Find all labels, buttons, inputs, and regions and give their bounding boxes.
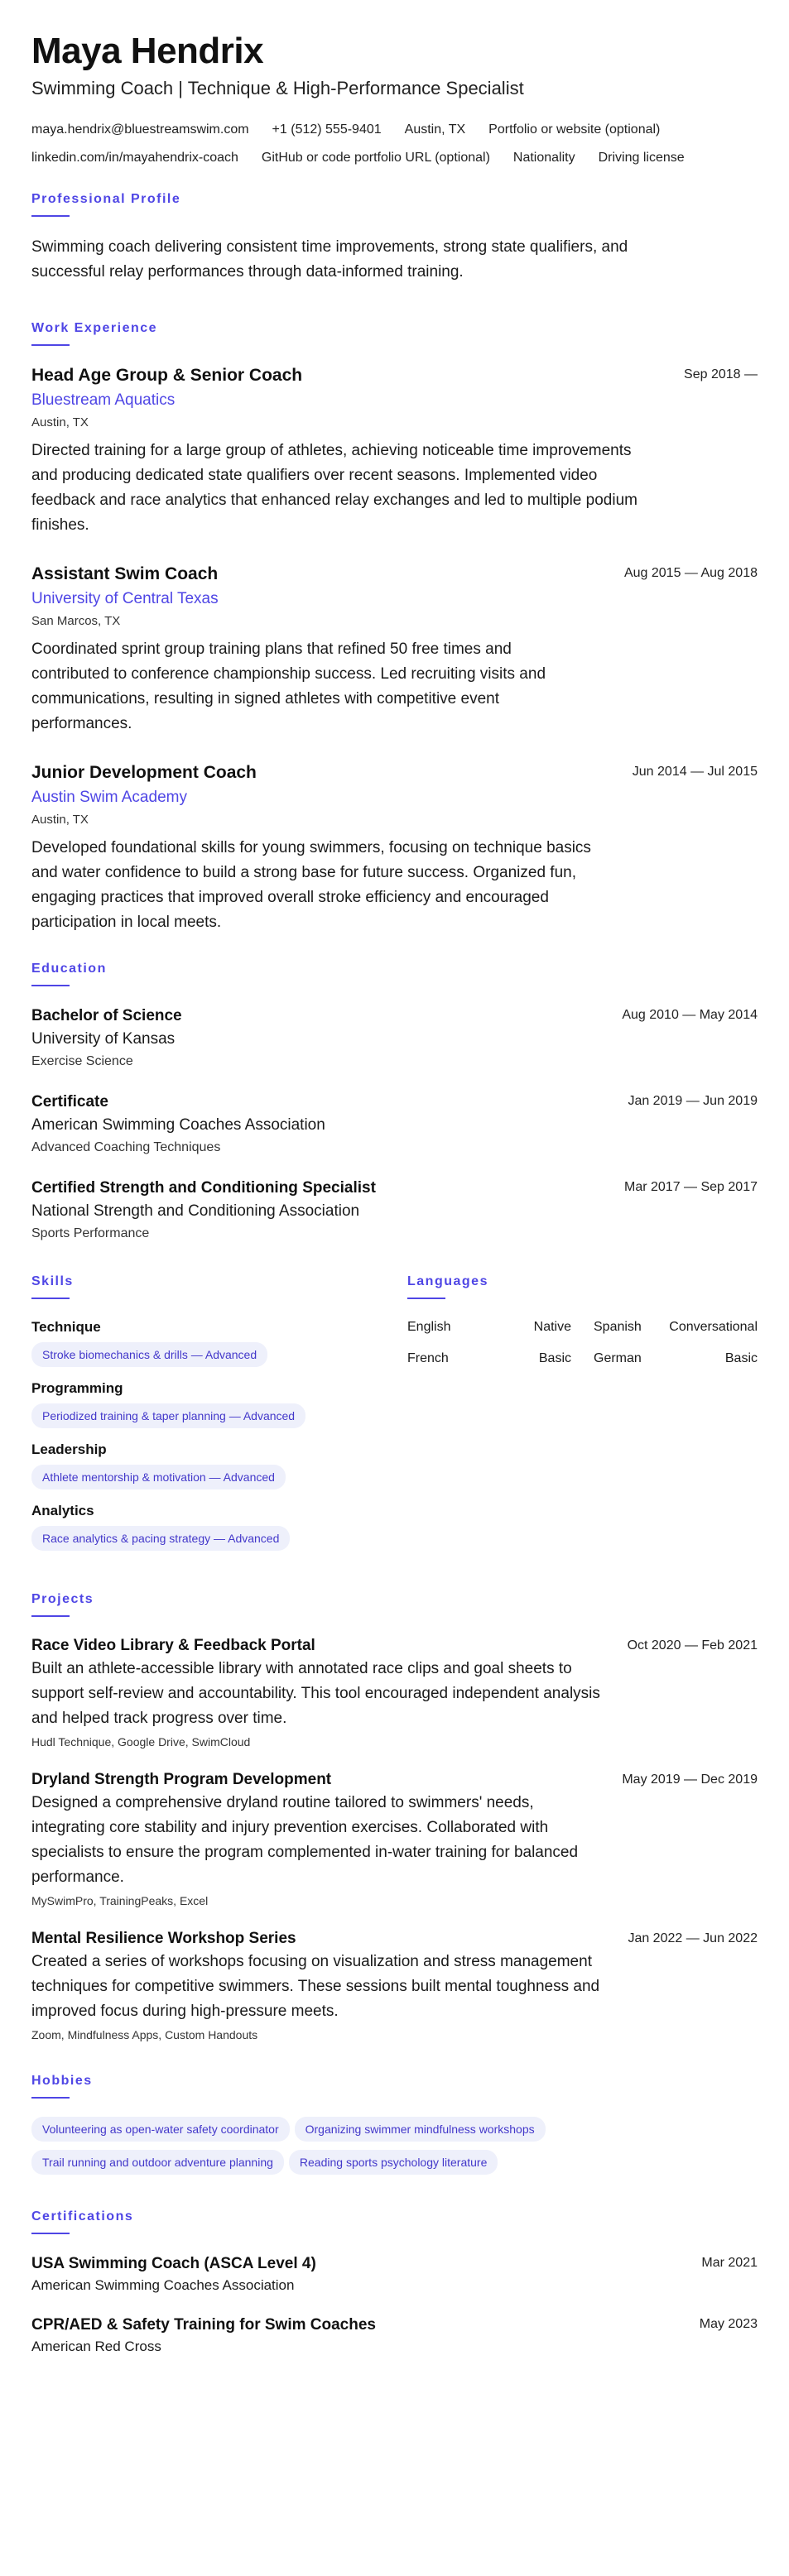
certification-name: USA Swimming Coach (ASCA Level 4)	[31, 2255, 316, 2272]
language-row	[407, 1349, 758, 1369]
job-dates: Jun 2014 — Jul 2015	[632, 765, 758, 779]
job-entry	[31, 563, 758, 736]
certification-name: CPR/AED & Safety Training for Swim Coaches	[31, 2316, 376, 2334]
section-divider	[31, 2097, 70, 2099]
job-location: Austin, TX	[31, 415, 89, 429]
skill-category: Technique	[31, 1319, 101, 1335]
language-item	[407, 1317, 571, 1337]
hobby-pill: Reading sports psychology literature	[289, 2150, 498, 2175]
skill-category: Programming	[31, 1380, 123, 1396]
project-tools: Zoom, Mindfulness Apps, Custom Handouts	[31, 2028, 258, 2041]
education-degree: Certificate	[31, 1093, 108, 1111]
project-description: Designed a comprehensive dryland routine tailored to swimmers' needs, integrating core stability and injury prevention exercises. Collaborated with specialists to ensure the program complemented in-water training for balanced performance.	[31, 1794, 579, 1886]
language-item	[594, 1317, 758, 1337]
language-name: German	[594, 1351, 642, 1365]
language-item	[594, 1349, 758, 1369]
profile-summary: Swimming coach delivering consistent time improvements, strong state qualifiers, and successful relay performances through data-informed training.	[31, 238, 628, 281]
languages-section	[407, 1273, 758, 1562]
education-degree: Bachelor of Science	[31, 1007, 182, 1024]
job-entry	[31, 761, 758, 935]
section-title: Projects	[31, 1592, 94, 1606]
job-location: Austin, TX	[31, 813, 89, 827]
education-degree: Certified Strength and Conditioning Specialist	[31, 1179, 376, 1197]
skill-group	[31, 1501, 407, 1551]
section-divider	[407, 1298, 445, 1299]
section-divider	[31, 2233, 70, 2234]
section-divider	[31, 215, 70, 217]
job-title: Assistant Swim Coach	[31, 564, 219, 583]
job-description: Directed training for a large group of athletes, achieving noticeable time improvements and producing dedicated state qualifiers over recent seasons. Implemented video feedback and race analytics that enhanced relay exchanges and led to multiple podium finishes.	[31, 442, 637, 534]
section-title: Skills	[31, 1274, 74, 1288]
contact-nationality: Nationality	[512, 151, 575, 165]
project-entry	[31, 1635, 758, 1751]
candidate-name: Maya Hendrix	[31, 31, 264, 71]
job-company: Bluestream Aquatics	[31, 391, 176, 409]
contact-linkedin[interactable]: linkedin.com/in/mayahendrix-coach	[31, 151, 238, 165]
job-description: Coordinated sprint group training plans that refined 50 free times and contributed to conference championship success. Led recruiting visits and communications, resulting in signed athletes with competitive event performances.	[31, 640, 546, 732]
hobby-list	[31, 2117, 628, 2183]
project-name: Mental Resilience Workshop Series	[31, 1930, 296, 1947]
job-dates: Sep 2018 —	[684, 367, 758, 381]
skill-category: Leadership	[31, 1442, 107, 1457]
contact-driving-license: Driving license	[598, 151, 685, 165]
hobby-pill: Trail running and outdoor adventure planning	[31, 2150, 284, 2175]
job-company: University of Central Texas	[31, 590, 219, 607]
contact-list	[31, 116, 758, 172]
skill-group	[31, 1440, 407, 1489]
skills-languages-row	[31, 1273, 758, 1562]
section-divider	[31, 1298, 70, 1299]
job-location: San Marcos, TX	[31, 614, 121, 628]
experience-section	[31, 319, 758, 935]
education-field: Exercise Science	[31, 1054, 133, 1068]
education-dates: Aug 2010 — May 2014	[622, 1008, 758, 1022]
skill-pill: Stroke biomechanics & drills — Advanced	[31, 1342, 267, 1367]
language-level: Basic	[538, 1351, 571, 1365]
certification-entry	[31, 2314, 758, 2357]
certification-entry	[31, 2252, 758, 2295]
education-dates: Jan 2019 — Jun 2019	[628, 1094, 758, 1108]
contact-github[interactable]: GitHub or code portfolio URL (optional)	[261, 151, 490, 165]
section-divider	[31, 344, 70, 346]
job-title: Head Age Group & Senior Coach	[31, 366, 303, 385]
project-dates: Oct 2020 — Feb 2021	[627, 1638, 758, 1653]
education-section	[31, 960, 758, 1245]
education-field: Sports Performance	[31, 1226, 150, 1240]
language-item	[407, 1349, 571, 1369]
contact-email[interactable]: maya.hendrix@bluestreamswim.com	[31, 122, 249, 137]
language-name: English	[407, 1320, 451, 1334]
section-divider	[31, 1615, 70, 1617]
language-name: Spanish	[594, 1320, 642, 1334]
job-entry	[31, 364, 758, 538]
section-title: Certifications	[31, 2209, 134, 2223]
contact-phone[interactable]: +1 (512) 555-9401	[272, 122, 382, 137]
language-name: French	[407, 1351, 449, 1365]
job-title: Junior Development Coach	[31, 763, 257, 782]
project-description: Built an athlete-accessible library with annotated race clips and goal sheets to support self-review and accountability. This tool encouraged independent analysis and helped track progress over time.	[31, 1660, 600, 1727]
education-entry	[31, 1177, 758, 1245]
skill-category: Analytics	[31, 1503, 94, 1518]
education-entry	[31, 1091, 758, 1158]
job-description: Developed foundational skills for young swimmers, focusing on technique basics and water confidence to build a strong base for future success. Organized fun, engaging practices that improved overall stroke efficiency and encouraged participation in local meets.	[31, 839, 591, 931]
project-tools: MySwimPro, TrainingPeaks, Excel	[31, 1894, 209, 1907]
education-school: American Swimming Coaches Association	[31, 1116, 325, 1134]
hobbies-section	[31, 2072, 758, 2183]
certification-date: Mar 2021	[701, 2256, 758, 2270]
project-tools: Hudl Technique, Google Drive, SwimCloud	[31, 1735, 251, 1749]
headline: Swimming Coach | Technique & High-Performance Specialist	[31, 78, 524, 98]
project-name: Race Video Library & Feedback Portal	[31, 1637, 315, 1654]
hobby-pill: Volunteering as open-water safety coordinator	[31, 2117, 290, 2142]
skill-pill: Race analytics & pacing strategy — Advanced	[31, 1526, 290, 1551]
project-entry	[31, 1769, 758, 1910]
education-entry	[31, 1005, 758, 1072]
contact-portfolio[interactable]: Portfolio or website (optional)	[488, 122, 661, 137]
education-school: University of Kansas	[31, 1030, 176, 1048]
skill-group	[31, 1317, 407, 1367]
section-divider	[31, 985, 70, 986]
certification-issuer: American Swimming Coaches Association	[31, 2277, 295, 2293]
education-field: Advanced Coaching Techniques	[31, 1140, 221, 1154]
language-level: Native	[533, 1320, 571, 1334]
job-company: Austin Swim Academy	[31, 789, 187, 806]
certifications-section	[31, 2208, 758, 2357]
skill-pill: Periodized training & taper planning — Advanced	[31, 1403, 305, 1428]
language-level: Basic	[724, 1351, 758, 1365]
project-dates: May 2019 — Dec 2019	[622, 1772, 758, 1787]
section-title: Languages	[407, 1274, 488, 1288]
project-name: Dryland Strength Program Development	[31, 1771, 332, 1788]
certification-date: May 2023	[699, 2317, 758, 2331]
resume-header	[31, 30, 758, 172]
hobby-pill: Organizing swimmer mindfulness workshops	[295, 2117, 546, 2142]
education-dates: Mar 2017 — Sep 2017	[624, 1180, 758, 1194]
education-school: National Strength and Conditioning Association	[31, 1202, 360, 1220]
language-row	[407, 1317, 758, 1337]
job-dates: Aug 2015 — Aug 2018	[623, 566, 758, 580]
profile-section	[31, 190, 758, 285]
project-entry	[31, 1928, 758, 2044]
skills-section	[31, 1273, 407, 1562]
section-title: Education	[31, 962, 107, 976]
contact-location: Austin, TX	[404, 122, 466, 137]
section-title: Hobbies	[31, 2074, 93, 2088]
certification-issuer: American Red Cross	[31, 2339, 161, 2354]
section-title: Work Experience	[31, 321, 158, 335]
language-level: Conversational	[669, 1320, 758, 1334]
skill-pill: Athlete mentorship & motivation — Advanced	[31, 1465, 286, 1489]
projects-section	[31, 1590, 758, 2044]
section-title: Professional Profile	[31, 192, 181, 206]
project-description: Created a series of workshops focusing on visualization and stress management techniques for competitive swimmers. These sessions built mental toughness and improved focus during high-pressure meets.	[31, 1953, 600, 2020]
skill-group	[31, 1379, 407, 1428]
project-dates: Jan 2022 — Jun 2022	[628, 1931, 758, 1945]
